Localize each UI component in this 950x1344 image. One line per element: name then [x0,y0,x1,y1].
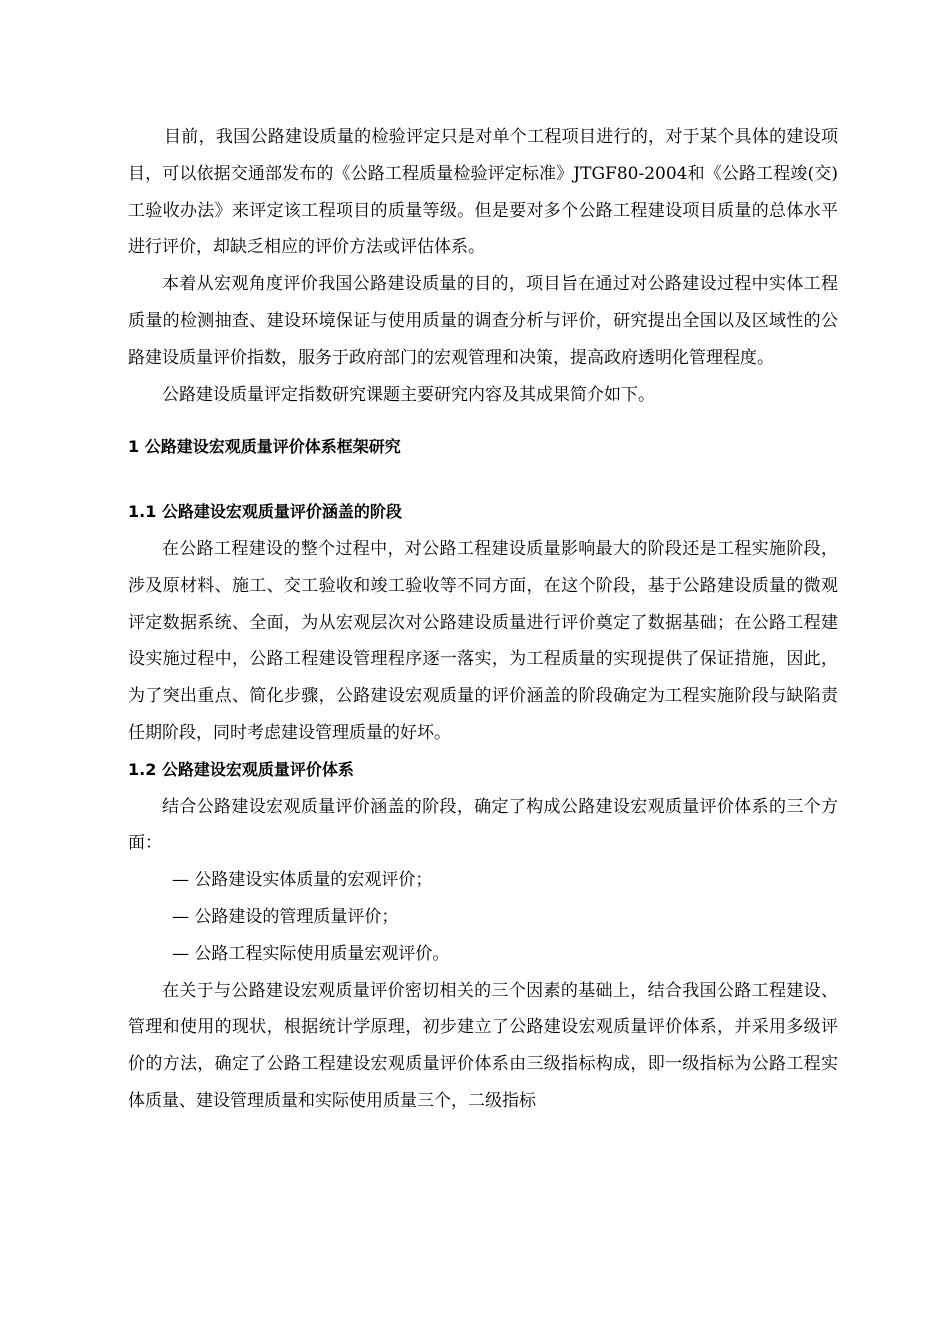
list-item: — 公路建设的管理质量评价； [172,906,399,927]
section-1-1-heading: 1.1 公路建设宏观质量评价涵盖的阶段 [128,502,402,522]
list-item: — 公路建设实体质量的宏观评价； [172,870,433,891]
section-1-2-heading: 1.2 公路建设宏观质量评价体系 [128,759,354,779]
section-1-2-paragraph-2: 在关于与公路建设宏观质量评价密切相关的三个因素的基础上，结合我国公路工程建设、管理和使用的现状，根据统计学原理，初步建立了公路建设宏观质量评价体系，并采用多级评价的方法，确定了公路工程建设宏观质量评价体系由三级指标构成，即一级指标为公路工程实体质量、建设管理质量和实际使用质量三个，二级指标 [128,980,838,1111]
document-page [128,119,838,1120]
section-1-1-paragraph: 在公路工程建设的整个过程中，对公路工程建设质量影响最大的阶段还是工程实施阶段，涉及原材料、施工、交工验收和竣工验收等不同方面，在这个阶段，基于公路建设质量的微观评定数据系统、全面，为从宏观层次对公路建设质量进行评价奠定了数据基础；在公路工程建设实施过程中，公路工程建设管理程序逐一落实，为工程质量的实现提供了保证措施，因此，为了突出重点、简化步骤，公路建设宏观质量的评价涵盖的阶段确定为工程实施阶段与缺陷责任期阶段，同时考虑建设管理质量的好坏。 [128,538,838,743]
section-1-2-paragraph: 结合公路建设宏观质量评价涵盖的阶段，确定了构成公路建设宏观质量评价体系的三个方面： [128,796,838,854]
list-item: — 公路工程实际使用质量宏观评价。 [172,943,450,964]
intro-paragraph-3: 公路建设质量评定指数研究课题主要研究内容及其成果简介如下。 [162,384,655,405]
section-1-heading: 1 公路建设宏观质量评价体系框架研究 [128,437,401,457]
intro-paragraph-1: 目前，我国公路建设质量的检验评定只是对单个工程项目进行的，对于某个具体的建设项目，可以依据交通部发布的《公路工程质量检验评定标准》JTGF80-2004和《公路工程竣(交)工验收办法》来评定该工程项目的质量等级。但是要对多个公路工程建设项目质量的总体水平进行评价，却缺乏相应的评价方法或评估体系。 [128,127,838,258]
intro-paragraph-2: 本着从宏观角度评价我国公路建设质量的目的，项目旨在通过对公路建设过程中实体工程质量的检测抽查、建设环境保证与使用质量的调查分析与评价，研究提出全国以及区域性的公路建设质量评价指数，服务于政府部门的宏观管理和决策，提高政府透明化管理程度。 [128,274,838,368]
